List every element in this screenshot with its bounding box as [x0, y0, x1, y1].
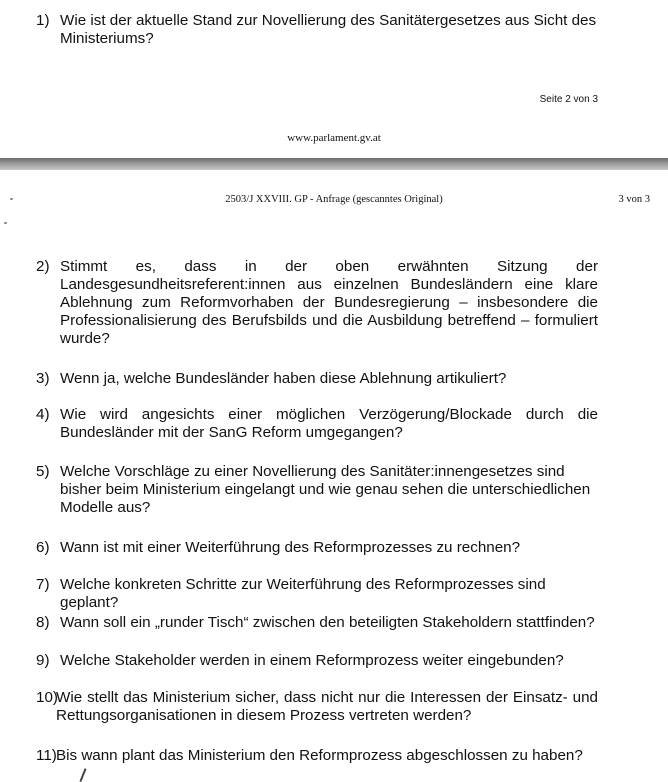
- question-text: Wie stellt das Ministerium sicher, dass nicht nur die Interessen der Einsatz- und Rettungsorganisationen in diesem Prozess vertreten werden?: [56, 689, 598, 724]
- question-5: [36, 463, 598, 517]
- question-9: [36, 652, 598, 670]
- question-text: Wann ist mit einer Weiterführung des Reformprozesses zu rechnen?: [60, 539, 521, 556]
- question-11: [36, 747, 598, 765]
- question-number: 5): [36, 463, 50, 480]
- question-text: Stimmt es, dass in der oben erwähnten Sitzung der Landesgesundheitsreferent:innen aus einzelnen Bundesländern eine klare Ablehnung zum Reformvorhaben der Bundesregierung – insbesondere die Professionalisierung des Berufsbilds und die Ausbildung betreffend – formuliert wurde?: [60, 258, 598, 347]
- question-number: 4): [36, 406, 50, 423]
- question-number: 3): [36, 370, 50, 387]
- question-number: 9): [36, 652, 50, 669]
- scan-speck: [4, 222, 7, 224]
- scan-speck: [10, 198, 13, 200]
- question-2: [36, 258, 598, 348]
- page-divider: [0, 158, 668, 170]
- question-text: Wenn ja, welche Bundesländer haben diese Ablehnung artikuliert?: [60, 370, 507, 387]
- question-8: [36, 614, 598, 632]
- question-number: 6): [36, 539, 50, 556]
- question-number: 8): [36, 614, 50, 631]
- question-number: 11): [36, 747, 57, 764]
- question-text: Wann soll ein „runder Tisch“ zwischen den beteiligten Stakeholdern stattfinden?: [60, 614, 595, 631]
- question-text: Wie ist der aktuelle Stand zur Novellierung des Sanitätergesetzes aus Sicht des Ministeriums?: [60, 12, 597, 47]
- page-number: Seite 2 von 3: [539, 94, 598, 105]
- question-number: 1): [36, 12, 50, 29]
- question-number: 2): [36, 258, 50, 275]
- question-1: [36, 12, 598, 48]
- question-text: Welche Vorschläge zu einer Novellierung des Sanitäter:innengesetzes sind bisher beim Ministerium eingelangt und wie genau sehen die unterschiedlichen Modelle aus?: [60, 463, 591, 516]
- question-4: [36, 406, 598, 442]
- question-3: [36, 370, 598, 388]
- document-header: 2503/J XXVIII. GP - Anfrage (gescanntes Original): [225, 194, 443, 205]
- footer-url: www.parlament.gv.at: [287, 132, 381, 144]
- question-text: Wie wird angesichts einer möglichen Verzögerung/Blockade durch die Bundesländer mit der SanG Reform umgegangen?: [60, 406, 598, 441]
- question-7: [36, 576, 598, 612]
- question-text: Welche konkreten Schritte zur Weiterführung des Reformprozesses sind geplant?: [60, 576, 546, 611]
- question-10: [36, 689, 598, 725]
- question-text: Welche Stakeholder werden in einem Reformprozess weiter eingebunden?: [60, 652, 564, 669]
- question-6: [36, 539, 598, 557]
- page-2-bottom: [0, 0, 668, 158]
- question-number: 10): [36, 689, 58, 706]
- question-text: Bis wann plant das Ministerium den Reformprozess abgeschlossen zu haben?: [56, 747, 583, 764]
- header-page-number: 3 von 3: [618, 194, 650, 205]
- question-number: 7): [36, 576, 50, 593]
